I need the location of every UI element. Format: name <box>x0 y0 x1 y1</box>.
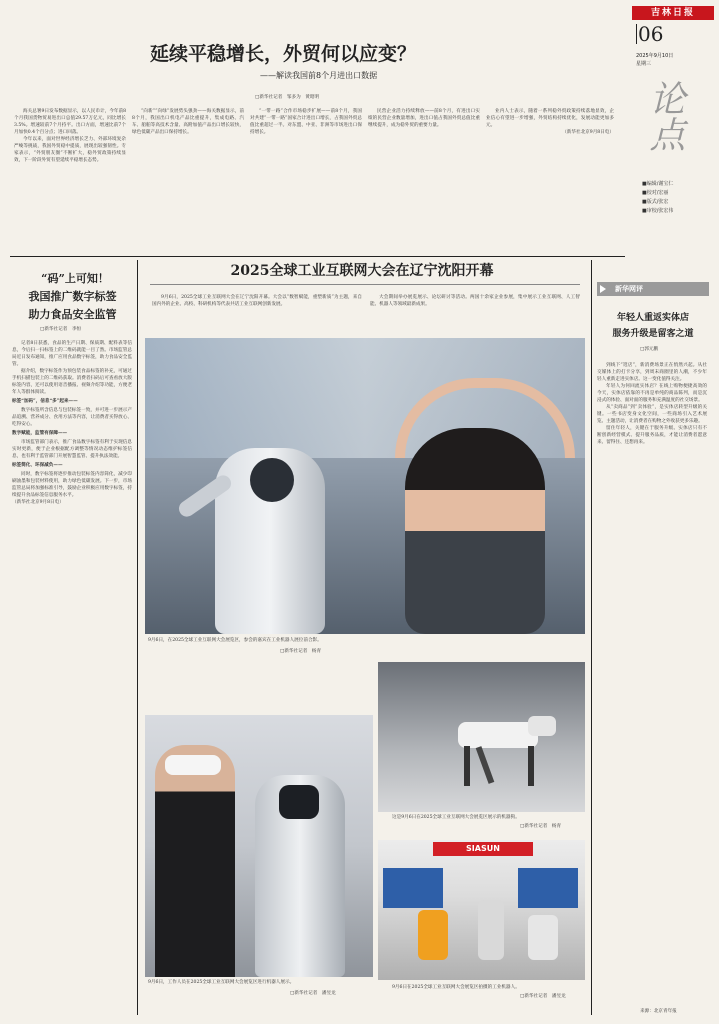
lead-subtitle: ——解读我国前8个月进出口数据 <box>260 71 378 80</box>
lead-para-3: “向新”“向绿”发展势头强劲——海关数据显示，前8个月，我国出口机电产品比重提升，集成电路、汽车、船舶等高技术含量、高附加值产品出口增长较快，绿色低碳产品出口保持增长。 <box>132 109 244 135</box>
side-title-1: “码”上可知！ <box>41 272 109 285</box>
commentary-tag <box>597 282 709 296</box>
side-subhead-2: 数字赋能，监管有保障—— <box>12 431 68 436</box>
booth-panel-right <box>518 868 578 908</box>
lead-col-2 <box>132 108 244 248</box>
side-body <box>12 340 132 1010</box>
lead-col-4 <box>368 108 480 248</box>
commentary-byline: □郭元鹏 <box>640 347 659 352</box>
robot-arm-3 <box>528 915 558 960</box>
side-byline: □新华社记者 李恒 <box>40 327 82 332</box>
sidebar-review: ■审校/张宏伟 <box>642 208 674 214</box>
page-divider <box>636 24 637 44</box>
feature-intro-2: 大会期间举办展览展示、论坛研讨等活动。两国十余家企业参展，集中展示工业互联网、人工智能、机器人等领域最新成果。 <box>370 295 580 307</box>
lead-col-1 <box>14 108 126 248</box>
robot-arm-2 <box>478 900 504 960</box>
side-title-2: 我国推广数字标签 <box>28 290 117 303</box>
feature-intro-left <box>152 294 362 334</box>
column-name: 论点 <box>644 80 685 152</box>
commentary-para-4: 留住年轻人，关键在于服务升级。实体店只有不断创新经营模式、提升服务品质，才能让消费者愿意来、留得住、还想再来。 <box>597 426 707 445</box>
vr-headset <box>165 755 221 775</box>
lead-para-1: 海关总署9日发布数据显示，以人民币计，今年前8个月我国货物贸易进出口总值29.57万亿元，同比增长3.5%。增速较前7个月持平。出口方面，增速比前7个月加快0.4个百分点；进口回落。 <box>14 109 126 135</box>
photo-industrial-robots <box>378 840 585 980</box>
page-number: 06 <box>638 22 664 46</box>
feature-title: 2025全球工业互联网大会在辽宁沈阳开幕 <box>230 263 494 279</box>
commentary-tag-label: 新华网评 <box>615 285 643 293</box>
masthead <box>632 6 714 66</box>
feature-intro-right <box>370 294 580 334</box>
side-para-5: 同时，数字标签将逐步推动包装标签内容简化，减少印刷油墨和包装材料使用，助力绿色低碳发展。下一步，市场监管总局将加强标准引导，鼓励企业积极应用数字标签，持续提升食品标签信息服务水平。 <box>12 472 132 498</box>
woman-figure <box>405 428 545 634</box>
photo-3-credit: □新华社记者 潘昱龙 <box>290 991 336 996</box>
commentary-para-1: 到线下“逛店”，新消费场景正在悄然兴起。从社交媒体上的打卡分享，到周末商圈里的人潮，不少年轻人重新走进实体店。这一变化值得关注。 <box>597 363 707 382</box>
commentary-para-3: 从“卖商品”到“卖体验”，是实体店转型升级的关键。一些书店变身文化空间，一些商场引入艺术展览、主题活动，让消费者在购物之外收获更多乐趣。 <box>597 405 707 424</box>
lead-para-4: “一带一路”合作市场稳步扩展——前8个月，我国对共建“一带一路”国家合计进出口增长，占我国外贸总值比重超过一半。对东盟、中亚、非洲等市场进出口保持增长。 <box>250 109 362 135</box>
commentary-title-2: 服务升级是留客之道 <box>612 329 694 339</box>
photo-vr-humanoid <box>145 715 373 977</box>
right-column-rule <box>591 260 592 1015</box>
robot-head <box>250 458 294 502</box>
lead-para-6: 业内人士表示，随着一系列稳外贸政策持续落地显效，企业信心有望进一步增强，外贸结构持续优化，发展动能更加多元。 <box>486 109 614 128</box>
photo-3-caption: 9月6日，工作人员在2025全球工业互联网大会展览区进行机器人展示。 <box>148 980 295 985</box>
photo-1-credit: □新华社记者 杨青 <box>280 649 322 654</box>
dog-leg-2 <box>528 746 534 786</box>
side-title-3: 助力食品安全监管 <box>28 308 117 321</box>
side-para-3: 数字标签所含信息与包装标签一致，并可进一步展示产品追溯、营养成分、食用方法等内容，让消费者买得放心、吃得安心。 <box>12 408 132 427</box>
photo-1-caption: 9月6日，在2025全球工业互联网大会展览区，参会的嘉宾在工业机器人展位前合影。 <box>148 638 322 643</box>
lead-end-note: （新华社北京9月8日电） <box>562 130 614 135</box>
sidebar-editor: ■编辑/谢宝仁 <box>642 181 674 187</box>
issue-weekday: 星期三 <box>636 61 652 67</box>
commentary-para-2: 年轻人为何回流实体店？在线上购物便捷高效的今天，实体店依靠的不再是单纯的商品陈列，而是沉浸式的体验、面对面的服务和充满温度的社交场景。 <box>597 384 707 403</box>
issue-date: 2025年9月10日 <box>636 53 674 59</box>
photo-robot-dog <box>378 662 585 812</box>
commentary-title-1: 年轻人重返实体店 <box>616 313 689 323</box>
photo-2-credit: □新华社记者 杨青 <box>520 824 562 829</box>
dog-leg-1 <box>464 746 470 786</box>
humanoid-face <box>279 785 319 819</box>
commentary-body <box>597 362 707 1002</box>
sidebar-layout: ■版式/张宏 <box>642 199 669 205</box>
side-para-1: 记者8日获悉，食品的生产日期、保质期、配料表等信息，今后扫一扫标签上的二维码就能一目了然。市场监管总局近日发布通知，推广应用食品数字标签，助力食品安全监管。 <box>12 341 132 367</box>
lead-para-2: 今年以来，面对世界经济增长乏力、外部环境复杂严峻等挑战，我国外贸稳中提质，展现出较强韧性。专家表示，“外贸朋友圈”不断扩大，稳外贸政策持续显效，下一阶段外贸有望延续平稳增长态势。 <box>14 137 126 163</box>
robot-arm-1 <box>418 910 448 960</box>
photo-2-caption: 这是9月6日在2025全球工业互联网大会展览区展示的机器狗。 <box>392 815 520 820</box>
dog-leg-3 <box>476 746 495 784</box>
side-para-4: 市场监管部门表示，推广食品数字标签有利于实现信息实时更新，便于企业根据配方调整等情况动态维护标签信息，也有利于监管部门开展智慧监管、提升执法效能。 <box>12 440 132 459</box>
top-section-rule <box>10 256 625 257</box>
lead-byline: □新华社记者 邹多为 黄昭明 <box>255 95 320 100</box>
photo-heart-gesture <box>145 338 585 634</box>
sidebar-nav <box>642 180 673 216</box>
feature-title-underline <box>150 284 580 285</box>
commentary-tag-chevron-icon <box>600 285 606 293</box>
man-figure <box>155 745 235 977</box>
sidebar-proof: ■校对/宏丽 <box>642 190 669 196</box>
side-end-note: （新华社北京9月8日电） <box>12 500 64 505</box>
paper-logo: 吉林日报 <box>632 6 714 20</box>
dog-head <box>528 716 556 736</box>
photo-4-caption: 9月6日在2025全球工业互联网大会展览区拍摄的工业机器人。 <box>392 985 520 990</box>
photo-4-credit: □新华社记者 潘昱龙 <box>520 994 566 999</box>
feature-intro-1: 9月6日，2025全球工业互联网大会在辽宁沈阳开幕。大会以“数智赋能，重塑新质”为主题，来自国内外的企业、高校、科研机构等代表共话工业互联网创新发展。 <box>152 295 362 307</box>
siasun-sign: SIASUN <box>433 842 533 856</box>
lead-col-3 <box>250 108 362 248</box>
lead-col-5 <box>486 108 614 248</box>
dog-body <box>458 722 538 748</box>
booth-panel-left <box>383 868 443 908</box>
side-subhead-3: 标签简化、环保减负—— <box>12 463 63 468</box>
left-column-rule <box>137 260 138 1015</box>
lead-title: 延续平稳增长，外贸何以应变？ <box>150 43 417 65</box>
side-subhead-1: 标签“加码”，信息“多”起来—— <box>12 399 78 404</box>
commentary-source: 来源：北京青年报 <box>640 1009 677 1014</box>
lead-para-5: 民营企业活力持续释放——前8个月，有进出口实绩的民营企业数量增加，进出口值占我国外贸总值比重继续提升，成为稳外贸的重要力量。 <box>368 109 480 128</box>
side-para-2: 据介绍，数字标签作为预包装食品标签的补充，可通过手机扫描包装上的二维码获取。消费者扫码后可查看放大版标签内容，还可以使用语音播报、视频介绍等功能，方便老年人等群体阅读。 <box>12 369 132 395</box>
